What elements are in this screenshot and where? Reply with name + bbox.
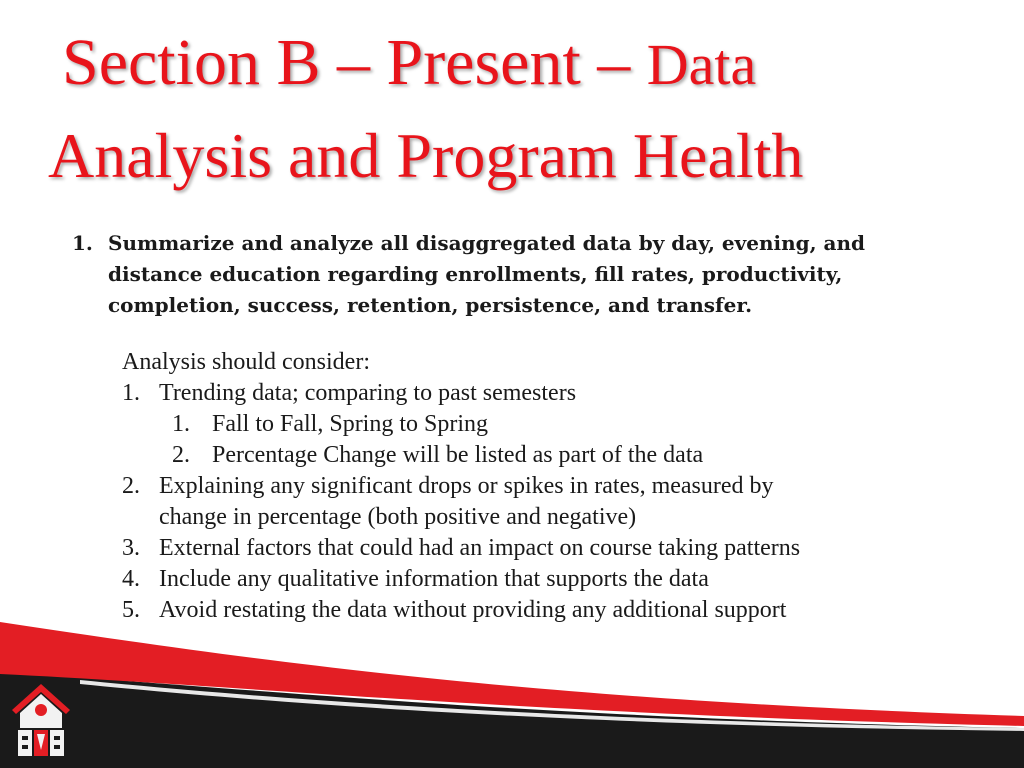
sub-list-item: [122, 440, 982, 471]
title-line-1-main: Section B – Present –: [62, 26, 647, 99]
list-item-number: 3.: [122, 535, 140, 561]
sub-list-item-number: 1.: [172, 411, 190, 437]
list-item-number: 2.: [122, 473, 140, 499]
list-item-text: Avoid restating the data without providing any additional support: [159, 597, 787, 623]
analysis-list: [122, 347, 982, 626]
list-item: [122, 533, 982, 564]
college-logo-icon: [8, 680, 74, 762]
title-line-2: Analysis and Program Health: [48, 120, 804, 191]
main-question-text: Summarize and analyze all disaggregated data by day, evening, and distance education regarding enrollments, fill rates, productivity, completion, success, retention, persistence, and transfer.: [108, 231, 866, 317]
list-item-text: Include any qualitative information that supports the data: [159, 566, 709, 592]
list-item-number: 1.: [122, 380, 140, 406]
analysis-heading: Analysis should consider:: [122, 349, 370, 375]
sub-list-item-number: 2.: [172, 442, 190, 468]
title-line-1-data: Data: [646, 32, 757, 97]
list-item-continuation-text: change in percentage (both positive and negative): [159, 504, 637, 530]
list-item-text: Trending data; comparing to past semesters: [159, 380, 577, 406]
footer-swoosh: [0, 600, 1024, 768]
sub-list-item-text: Percentage Change will be listed as part of the data: [212, 442, 704, 468]
title-line-1: [62, 26, 757, 99]
list-item: [122, 564, 982, 595]
sub-list-item-text: Fall to Fall, Spring to Spring: [212, 411, 489, 437]
sub-list-item: [122, 409, 982, 440]
main-question-number: 1.: [72, 231, 93, 255]
list-item-number: 5.: [122, 597, 140, 623]
list-item: [122, 471, 982, 502]
list-item-text: Explaining any significant drops or spikes in rates, measured by: [159, 473, 774, 499]
list-item: [122, 378, 982, 409]
list-item-number: 4.: [122, 566, 140, 592]
list-item-continuation: [122, 502, 982, 533]
list-item-text: External factors that could had an impact on course taking patterns: [159, 535, 801, 561]
